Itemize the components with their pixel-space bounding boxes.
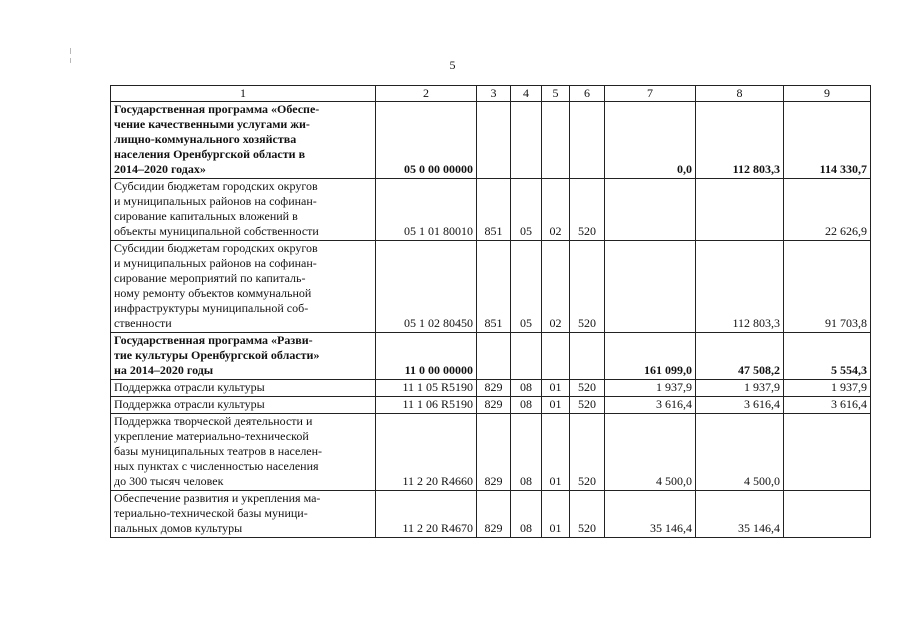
program-name-line: Поддержка отрасли культуры <box>114 380 265 394</box>
budget-code-cell: 05 1 01 80010 <box>376 179 477 241</box>
program-name-line: тие культуры Оренбургской области» <box>114 348 320 362</box>
table-body <box>111 86 871 538</box>
budget-code-cell: 11 1 06 R5190 <box>376 397 477 414</box>
department-code-cell: 829 <box>477 491 511 538</box>
program-name-cell <box>111 102 376 179</box>
scan-edge-mark-top <box>70 48 71 54</box>
table-row <box>111 491 871 538</box>
amount-col-9-cell <box>784 491 871 538</box>
section-cell: 08 <box>511 397 542 414</box>
amount-col-9-cell: 22 626,9 <box>784 179 871 241</box>
amount-col-9-cell: 114 330,7 <box>784 102 871 179</box>
header-cell-col-1: 1 <box>111 86 376 102</box>
department-code-cell <box>477 102 511 179</box>
program-name-line: Поддержка творческой деятельности и <box>114 414 313 428</box>
header-cell-col-5: 5 <box>542 86 570 102</box>
program-name-line: инфраструктуры муниципальной соб- <box>114 301 309 315</box>
header-cell-col-6: 6 <box>570 86 605 102</box>
program-name-line: населения Оренбургской области в <box>114 147 306 161</box>
table-row <box>111 333 871 380</box>
table-row <box>111 380 871 397</box>
section-cell <box>511 333 542 380</box>
program-name-cell <box>111 414 376 491</box>
header-cell-col-2: 2 <box>376 86 477 102</box>
expense-type-cell <box>570 102 605 179</box>
amount-col-7-cell: 4 500,0 <box>605 414 696 491</box>
table-row <box>111 414 871 491</box>
department-code-cell: 851 <box>477 179 511 241</box>
budget-code-cell: 05 0 00 00000 <box>376 102 477 179</box>
program-name-line: ственности <box>114 316 172 330</box>
program-name-line: объекты муниципальной собственности <box>114 224 319 238</box>
budget-code-cell: 11 1 05 R5190 <box>376 380 477 397</box>
program-name-line: чение качественными услугами жи- <box>114 117 310 131</box>
department-code-cell <box>477 333 511 380</box>
program-name-line: ному ремонту объектов коммунальной <box>114 286 312 300</box>
program-name-line: Обеспечение развития и укрепления ма- <box>114 491 321 505</box>
expense-type-cell: 520 <box>570 491 605 538</box>
expense-type-cell: 520 <box>570 397 605 414</box>
section-cell: 08 <box>511 380 542 397</box>
program-name-line: ных пунктах с численностью населения <box>114 459 319 473</box>
program-name-line: пальных домов культуры <box>114 521 243 535</box>
program-name-line: и муниципальных районов на софинан- <box>114 256 317 270</box>
department-code-cell: 829 <box>477 397 511 414</box>
amount-col-8-cell: 112 803,3 <box>696 102 784 179</box>
amount-col-9-cell: 5 554,3 <box>784 333 871 380</box>
program-name-cell <box>111 397 376 414</box>
header-cell-col-4: 4 <box>511 86 542 102</box>
amount-col-7-cell <box>605 179 696 241</box>
section-cell: 05 <box>511 179 542 241</box>
subsection-cell: 02 <box>542 179 570 241</box>
department-code-cell: 829 <box>477 414 511 491</box>
amount-col-7-cell: 0,0 <box>605 102 696 179</box>
program-name-line: и муниципальных районов на софинан- <box>114 194 317 208</box>
expense-type-cell <box>570 333 605 380</box>
budget-allocation-table <box>110 85 871 538</box>
amount-col-9-cell: 1 937,9 <box>784 380 871 397</box>
budget-code-cell: 11 2 20 R4660 <box>376 414 477 491</box>
amount-col-9-cell: 3 616,4 <box>784 397 871 414</box>
section-cell <box>511 102 542 179</box>
amount-col-7-cell: 1 937,9 <box>605 380 696 397</box>
program-name-line: укрепление материально-технической <box>114 429 309 443</box>
program-name-line: Субсидии бюджетам городских округов <box>114 241 318 255</box>
program-name-cell <box>111 179 376 241</box>
budget-code-cell: 11 2 20 R4670 <box>376 491 477 538</box>
amount-col-7-cell <box>605 241 696 333</box>
amount-col-8-cell <box>696 179 784 241</box>
scan-edge-mark-bottom <box>70 58 71 63</box>
expense-type-cell: 520 <box>570 414 605 491</box>
program-name-line: сирование мероприятий по капиталь- <box>114 271 306 285</box>
budget-code-cell: 11 0 00 00000 <box>376 333 477 380</box>
expense-type-cell: 520 <box>570 241 605 333</box>
table-row <box>111 241 871 333</box>
program-name-line: сирование капитальных вложений в <box>114 209 298 223</box>
program-name-line: Субсидии бюджетам городских округов <box>114 179 318 193</box>
amount-col-9-cell: 91 703,8 <box>784 241 871 333</box>
subsection-cell <box>542 102 570 179</box>
program-name-cell <box>111 491 376 538</box>
program-name-line: лищно-коммунального хозяйства <box>114 132 297 146</box>
section-cell: 08 <box>511 414 542 491</box>
header-row <box>111 86 871 102</box>
department-code-cell: 851 <box>477 241 511 333</box>
budget-code-cell: 05 1 02 80450 <box>376 241 477 333</box>
program-name-line: 2014–2020 годах» <box>114 162 206 176</box>
program-name-cell <box>111 380 376 397</box>
amount-col-7-cell: 3 616,4 <box>605 397 696 414</box>
subsection-cell: 02 <box>542 241 570 333</box>
department-code-cell: 829 <box>477 380 511 397</box>
subsection-cell <box>542 333 570 380</box>
subsection-cell: 01 <box>542 491 570 538</box>
expense-type-cell: 520 <box>570 380 605 397</box>
table-row <box>111 102 871 179</box>
amount-col-9-cell <box>784 414 871 491</box>
page-number: 5 <box>449 58 456 72</box>
subsection-cell: 01 <box>542 380 570 397</box>
section-cell: 05 <box>511 241 542 333</box>
subsection-cell: 01 <box>542 397 570 414</box>
header-cell-col-3: 3 <box>477 86 511 102</box>
program-name-cell <box>111 333 376 380</box>
amount-col-7-cell: 161 099,0 <box>605 333 696 380</box>
amount-col-8-cell: 47 508,2 <box>696 333 784 380</box>
program-name-line: на 2014–2020 годы <box>114 363 214 377</box>
amount-col-7-cell: 35 146,4 <box>605 491 696 538</box>
amount-col-8-cell: 4 500,0 <box>696 414 784 491</box>
program-name-line: Государственная программа «Разви- <box>114 333 313 347</box>
program-name-line: Поддержка отрасли культуры <box>114 397 265 411</box>
subsection-cell: 01 <box>542 414 570 491</box>
amount-col-8-cell: 1 937,9 <box>696 380 784 397</box>
program-name-line: базы муниципальных театров в населен- <box>114 444 323 458</box>
header-cell-col-7: 7 <box>605 86 696 102</box>
table-row <box>111 397 871 414</box>
amount-col-8-cell: 3 616,4 <box>696 397 784 414</box>
program-name-line: до 300 тысяч человек <box>114 474 224 488</box>
amount-col-8-cell: 35 146,4 <box>696 491 784 538</box>
program-name-cell <box>111 241 376 333</box>
header-cell-col-9: 9 <box>784 86 871 102</box>
header-cell-col-8: 8 <box>696 86 784 102</box>
table-row <box>111 179 871 241</box>
program-name-line: Государственная программа «Обеспе- <box>114 102 320 116</box>
program-name-line: териально-технической базы муници- <box>114 506 308 520</box>
amount-col-8-cell: 112 803,3 <box>696 241 784 333</box>
section-cell: 08 <box>511 491 542 538</box>
expense-type-cell: 520 <box>570 179 605 241</box>
